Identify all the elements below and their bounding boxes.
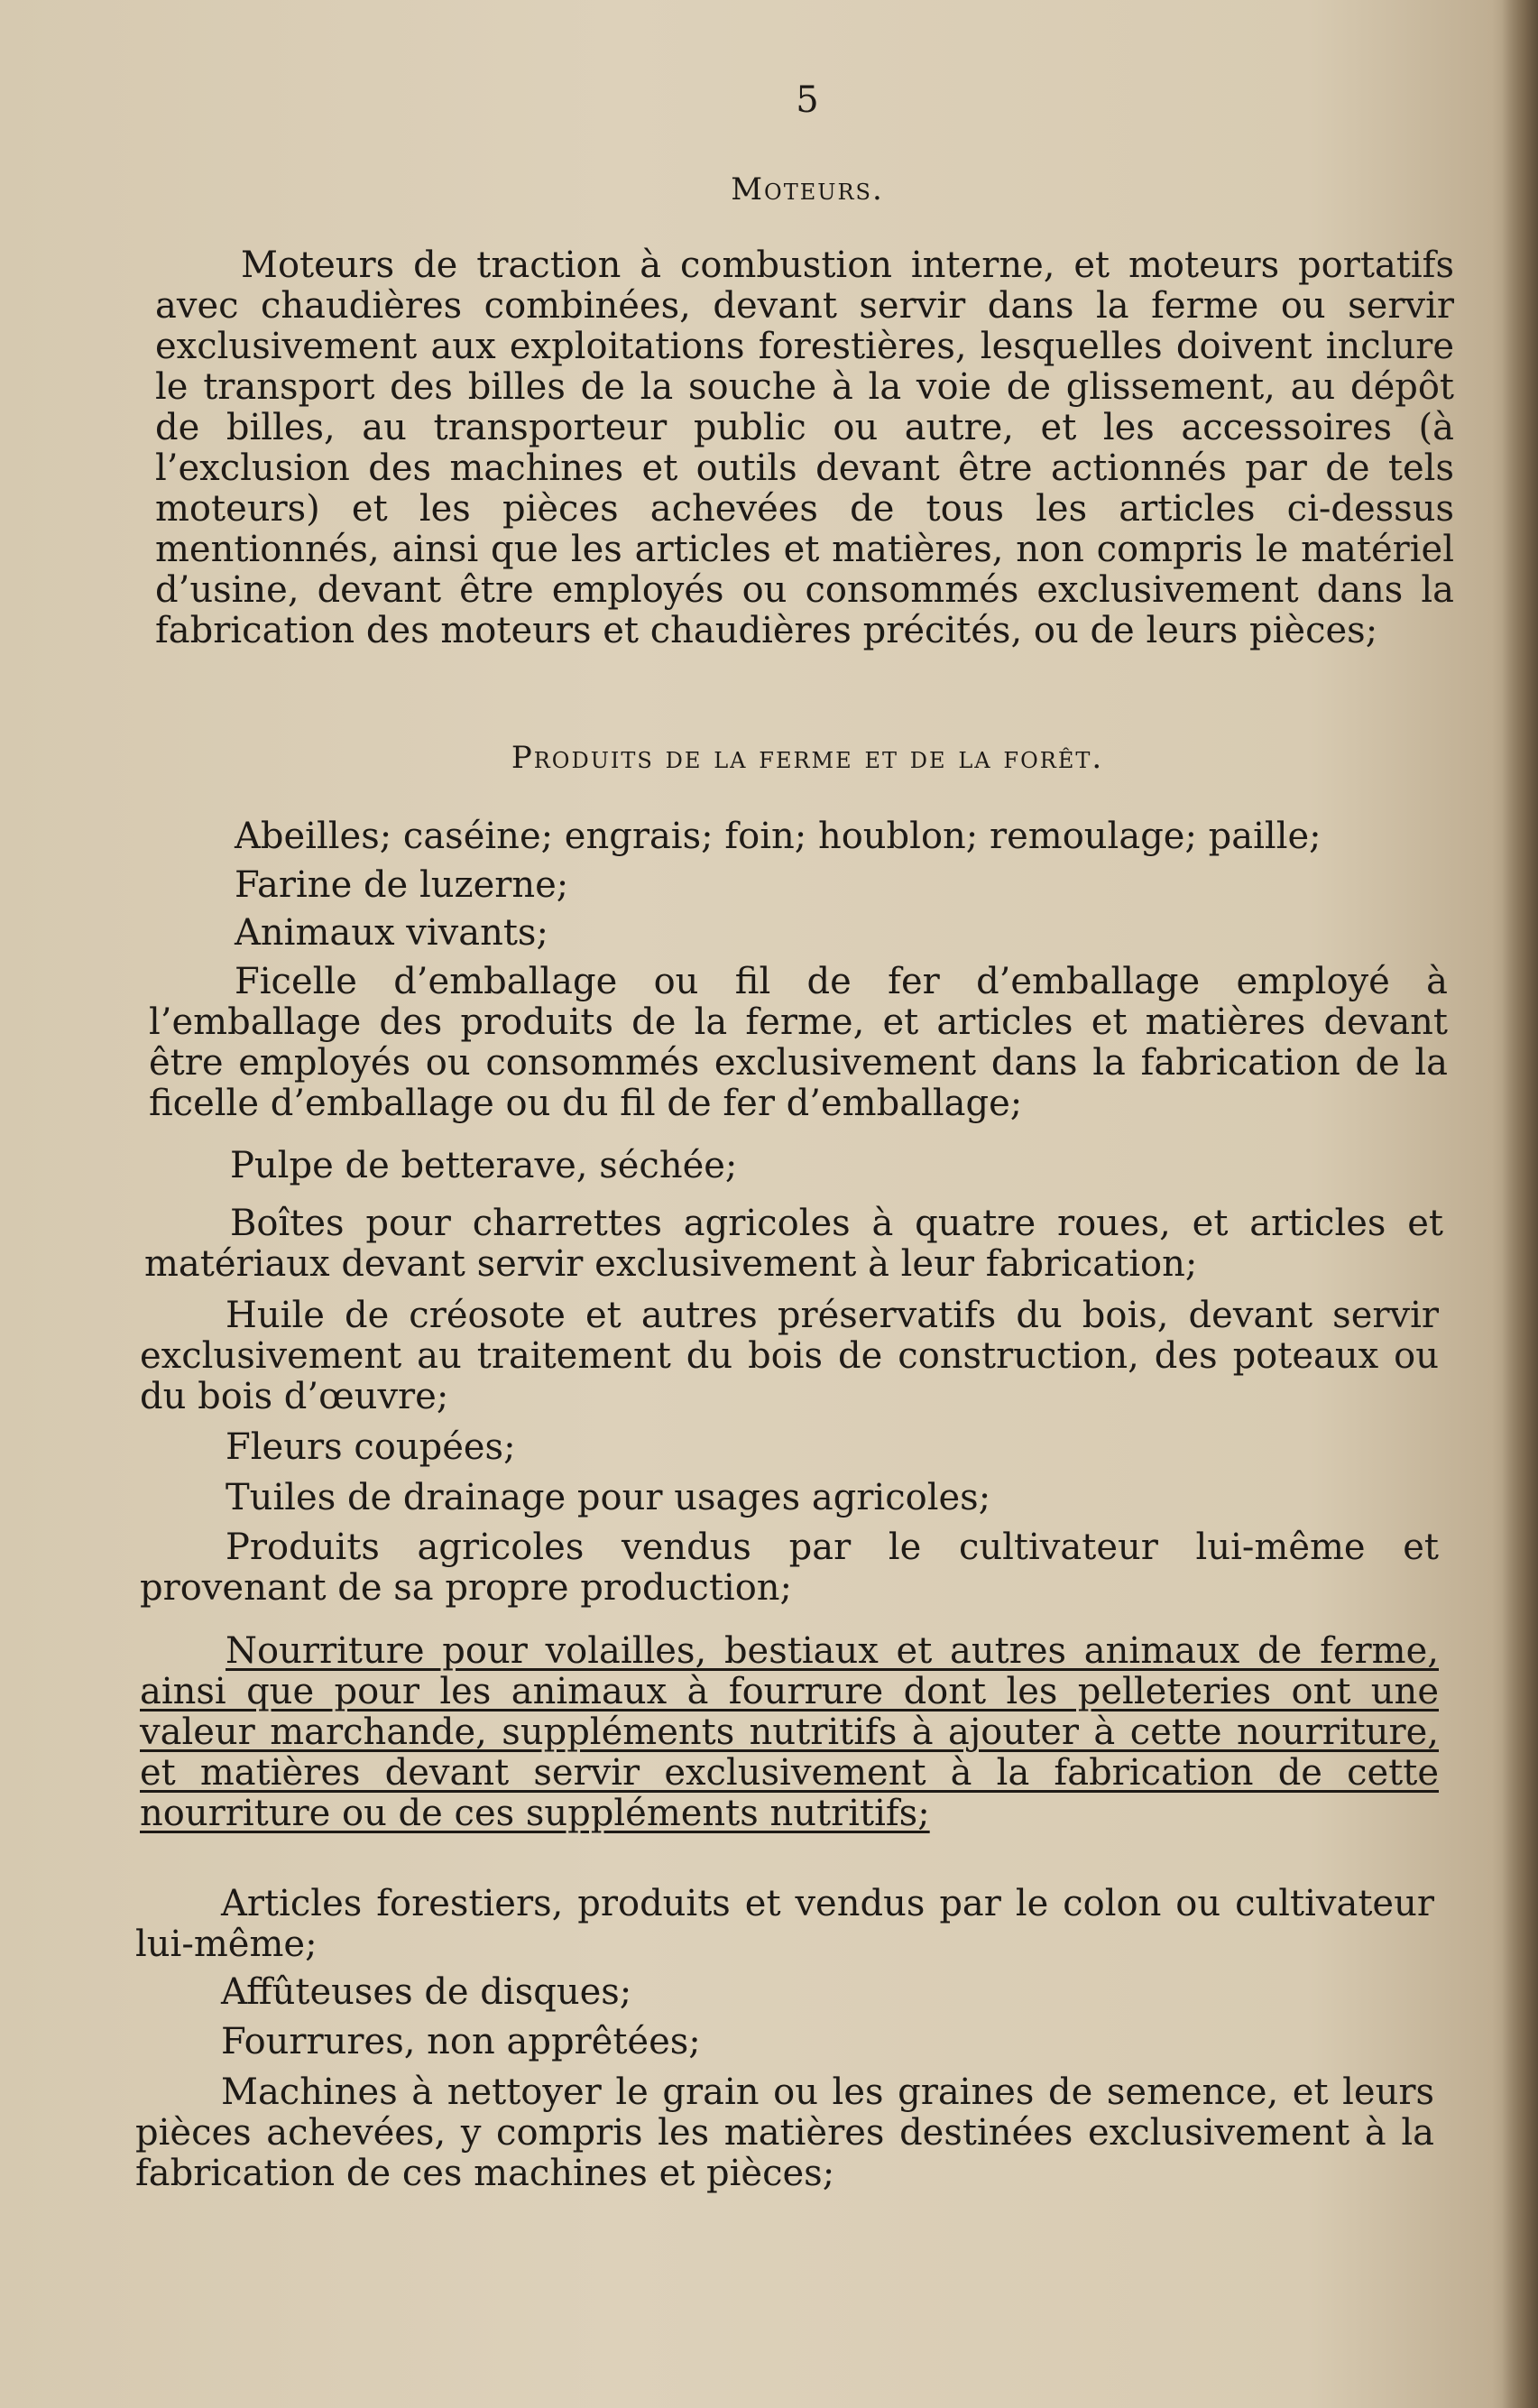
list-item: Farine de luzerne;	[235, 864, 569, 906]
list-item: Ficelle d’emballage ou fil de fer d’emballage employé à l’emballage des produits de la ferme, et articles et matières devant être employés ou consommés exclusivement dans la fabrication de la ficelle d’emballage ou du fil de fer d’emballage;	[149, 961, 1448, 1124]
list-item: Articles forestiers, produits et vendus par le colon ou cultivateur lui-même;	[135, 1883, 1434, 1965]
list-item: Produits agricoles vendus par le cultivateur lui-même et provenant de sa propre production;	[140, 1527, 1439, 1609]
page-number: 5	[796, 79, 819, 121]
list-item: Animaux vivants;	[235, 912, 548, 954]
list-item: Fourrures, non apprêtées;	[221, 2021, 701, 2062]
moteurs-paragraph: Moteurs de traction à combustion interne, et moteurs portatifs avec chaudières combinées, devant servir dans la ferme ou servir exclusivement aux exploitations forestières, lesquelles doivent inclure le transport des billes de la souche à la voie de glissement, au dépôt de billes, au transporteur public ou autre, et les accessoires (à l’exclusion des machines et outils devant être actionnés par de tels moteurs) et les pièces achevées de tous les articles ci-dessus mentionnés, ainsi que les articles et matières, non compris le matériel d’usine, devant être employés ou consommés exclusivement dans la fabrication des moteurs et chaudières précités, ou de leurs pièces;	[155, 244, 1454, 651]
section-heading-produits: Produits de la ferme et de la forêt.	[511, 740, 1104, 776]
list-item: Boîtes pour charrettes agricoles à quatre roues, et articles et matériaux devant servir exclusivement à leur fabrication;	[144, 1203, 1443, 1285]
list-item: Pulpe de betterave, séchée;	[230, 1145, 738, 1186]
list-item: Abeilles; caséine; engrais; foin; houblon; remoulage; paille;	[235, 816, 1322, 857]
list-item: Fleurs coupées;	[226, 1426, 516, 1468]
page-edge-shadow	[1502, 0, 1538, 2408]
list-item: Machines à nettoyer le grain ou les graines de semence, et leurs pièces achevées, y compris les matières destinées exclusivement à la fabrication de ces machines et pièces;	[135, 2071, 1434, 2194]
list-item: Huile de créosote et autres préservatifs du bois, devant servir exclusivement au traitement du bois de construction, des poteaux ou du bois d’œuvre;	[140, 1295, 1439, 1417]
section-heading-moteurs: Moteurs.	[731, 171, 884, 208]
list-item: Affûteuses de disques;	[221, 1971, 632, 2013]
list-item-underlined: Nourriture pour volailles, bestiaux et autres animaux de ferme, ainsi que pour les animaux à fourrure dont les pelleteries ont une valeur marchande, suppléments nutritifs à ajouter à cette nourriture, et matières devant servir exclusivement à la fabrication de cette nourriture ou de ces suppléments nutritifs;	[140, 1630, 1439, 1834]
list-item: Tuiles de drainage pour usages agricoles;	[226, 1477, 991, 1518]
